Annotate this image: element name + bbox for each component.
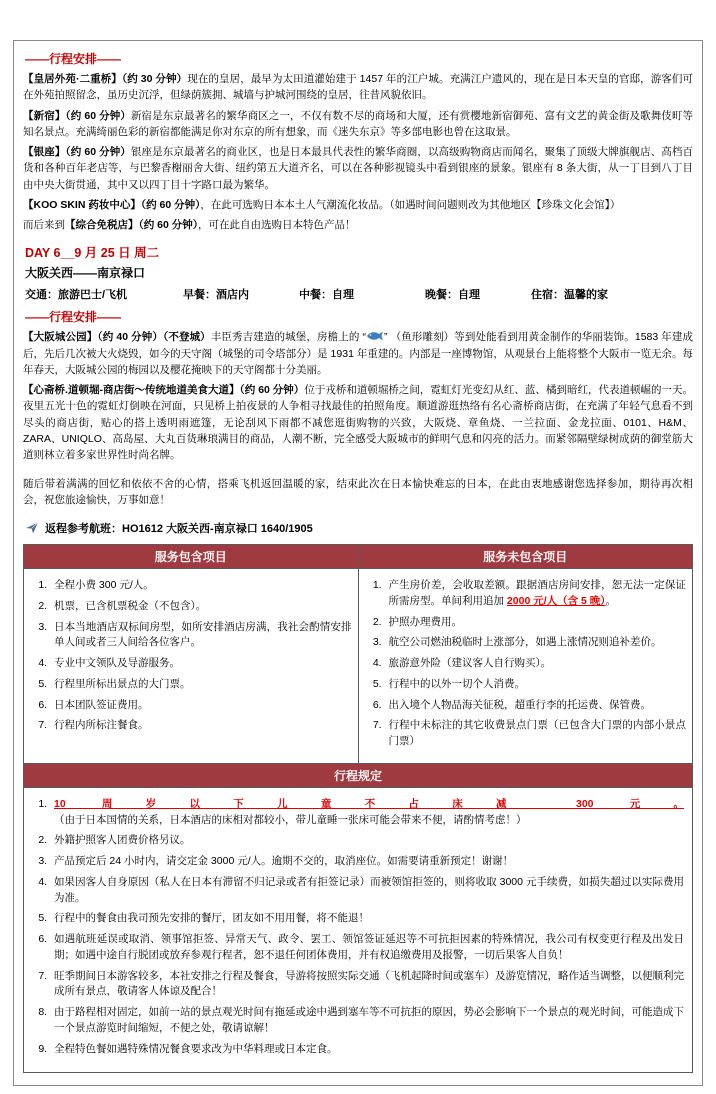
- itinerary-paragraph-dutyfree: [23, 217, 693, 233]
- spot-name: 【大阪城公园】（约 40 分钟）（不登城）: [23, 331, 211, 344]
- included-item: 6. 日本团队签证费用。: [50, 698, 352, 714]
- day-info-line: [25, 286, 693, 302]
- day-title: DAY 6__9 月 25 日 周二: [25, 246, 160, 261]
- rules-list: [28, 797, 684, 1058]
- spot-name: 【综合免税店】（约 60 分钟）: [65, 219, 199, 232]
- paragraph-text: ，可在此自由选购日本特色产品！: [198, 219, 356, 232]
- rule-item: 1. 10 周岁以下儿童不占床减 300 元。（由于日本国情的关系，日本酒店的床相对都较小，带儿童睡一张床可能会带来不便，请酌情考虑！）: [50, 797, 684, 829]
- excluded-item: 6. 出入境个人物品海关征税，超重行李的托运费、保管费。: [385, 698, 687, 714]
- day6-block: [23, 243, 693, 302]
- flight-text: 返程参考航班：HO1612 大阪关西-南京禄口 1640/1905: [45, 523, 313, 536]
- rules-header-row: [24, 763, 693, 787]
- rule-item: 3. 产品预定后 24 小时内，请交定金 3000 元/人。逾期不交的，取消座位。如需要请重新预定！谢谢！: [50, 854, 684, 870]
- services-body-row: [24, 569, 693, 764]
- plane-icon: [25, 521, 39, 535]
- spot-name: 【心斋桥.道顿堀-商店街～传统地道美食大道】（约 60 分钟）: [23, 384, 305, 397]
- paragraph-pre: 而后来到: [23, 219, 65, 232]
- excluded-item: 7. 行程中未标注的其它收费景点门票（已包含大门票的内部小景点门票）: [385, 718, 687, 750]
- included-header: 服务包含项目: [24, 545, 359, 569]
- spot-name: 【KOO SKIN 药妆中心】（约 60 分钟）: [23, 198, 201, 211]
- included-item: 4. 专业中文领队及导游服务。: [50, 656, 352, 672]
- rule-item: 4. 如果因客人自身原因（私人在日本有滞留不归记录或者有拒签记录）而被领馆拒签的，则将收取 3000 元手续费，如损失超过以实际费用为准。: [50, 875, 684, 907]
- paragraph-text: 现在的皇居，最早为太田道灌始建于 1457 年的江户城。充满江户遗风的，现在是日本天皇的官邸，游客们可在外苑拍照留念，虽历史沉浮，但绿荫簇拥、城墙与护城河围绕的皇居，往昔风貌依旧。: [23, 73, 693, 102]
- price-highlight: 2000 元/人（含 5 晚）: [506, 594, 606, 607]
- paragraph-text: 位于戎桥和道顿堀桥之间，霓虹灯光变幻从红、蓝、橘到暗红，代表道顿崛的一天。夜里五光十色的霓虹灯倒映在河面，只见桥上拍夜景的人争相寻找最佳的拍照角度。顺道游逛热络有名心斋桥商店街，在充满了年轻气息看不到尽头的商店街，贴心的搭上透明雨遮篷，无论刮风下雨都不减您逛街购物的兴致，大阪烧、章鱼烧、一兰拉面、金龙拉面、0101、H&M、ZARA、UNIQLO、高岛屋、大丸百货琳琅满目的商品，人潮不断，完全感受大阪城市的鲜明气息和闪亮的活力。而紧邻隔壁绿树成荫的御堂筋大道则林立着多家世界性时尚名牌。: [23, 384, 693, 462]
- breakfast-info: 早餐：酒店内: [183, 289, 249, 302]
- transport-info: 交通：旅游巴士/飞机: [25, 289, 128, 302]
- itinerary-paragraph-osaka-castle: [23, 329, 693, 378]
- included-list: [28, 578, 352, 734]
- included-cell: [24, 569, 359, 764]
- rules-body-row: [24, 787, 693, 1073]
- spot-name: 【皇居外苑·二重桥】（约 30 分钟）: [23, 73, 188, 85]
- included-item: 3. 日本当地酒店双标间房型，如所安排酒店房满，我社会酌情安排单人间或者三人间给各位客户。: [50, 620, 352, 652]
- excluded-item: 1. 产生房价差，会收取差额。跟据酒店房间安排，恕无法一定保证所需房型。单间利用追加 2000 元/人（含 5 晚）。: [385, 578, 687, 610]
- included-item: 5. 行程里所标出景点的大门票。: [50, 677, 352, 693]
- paragraph-text: 银座是东京最著名的商业区，也是日本最具代表性的繁华商圈，以高级购物商店而闻名，聚集了顶级大牌旗舰店、高档百货和各种百年老店等，与巴黎香榭丽舍大街、纽约第五大道齐名，可以在各种影视镜头中看到银座的景象。银座有 8 条大街，从一丁目到八丁目由中央大街贯通，其中又以四丁目十字路口最为繁华。: [23, 146, 694, 191]
- paragraph-text: ” （鱼形雕刻）等到处能看到用黄金制作的华丽装饰。1583 年建成后，先后几次被大火烧毁，如今的天守阁（城堡的司令塔部分）是 1931 年重建的。内部是一座博物馆，从观景台上能将整个大阪市一览无余。每年春天，大阪城公园的梅园以及樱花掩映下的天守阁都十分美丽。: [23, 331, 693, 376]
- child-discount-highlight: 10 周岁以下儿童不占床减 300 元。: [54, 797, 684, 810]
- itinerary-paragraph-kooskin: [23, 197, 693, 213]
- route-title: 大阪关西——南京禄口: [25, 266, 146, 281]
- section-header-itinerary-2: ——行程安排——: [25, 310, 122, 325]
- excluded-item: 2. 护照办理费用。: [385, 615, 687, 631]
- section-header-itinerary-1: ——行程安排——: [25, 52, 122, 66]
- itinerary-paragraph-kokyo: [23, 71, 693, 104]
- rules-cell: [24, 787, 693, 1073]
- lodging-info: 住宿：温馨的家: [531, 289, 608, 302]
- fish-icon: [366, 330, 384, 342]
- rule-item: 9. 全程特色餐如遇特殊情况餐食要求改为中华料理或日本定食。: [50, 1042, 684, 1058]
- closing-paragraph: 随后带着满满的回忆和依依不舍的心情，搭乘飞机返回温暖的家，结束此次在日本愉快难忘的日本，在此由衷地感谢您选择参加，期待再次相会，祝您旅途愉快，万事如意！: [23, 477, 693, 506]
- services-header-row: [24, 545, 693, 569]
- included-item: 7. 行程内所标注餐食。: [50, 718, 352, 734]
- included-item: 2. 机票，已含机票税金（不包含）。: [50, 599, 352, 615]
- flight-info: [25, 520, 693, 536]
- excluded-list: [363, 578, 687, 750]
- excluded-item: 4. 旅游意外险（建议客人自行购买）。: [385, 656, 687, 672]
- paragraph-text: 新宿是东京最著名的繁华商区之一，不仅有数不尽的商场和大厦，还有赏樱地新宿御苑、富有文艺的黄金街及歌舞伎町等知名景点。充满绮丽色彩的新宿都能满足你对东京的所有想象，而《迷失东京》等多部电影也曾在这取景。: [23, 109, 694, 138]
- excluded-header: 服务未包含项目: [358, 545, 693, 569]
- spot-name: 【新宿】（约 60 分钟）: [23, 109, 131, 122]
- included-item: 1. 全程小费 300 元/人。: [50, 578, 352, 594]
- rule-item: 5. 行程中的餐食由我司预先安排的餐厅，团友如不用用餐，将不能退！: [50, 911, 684, 927]
- document-page: [13, 40, 703, 1086]
- excluded-cell: [358, 569, 693, 764]
- itinerary-paragraph-shinjuku: [23, 108, 693, 141]
- itinerary-paragraph-shinsaibashi: [23, 382, 693, 463]
- rule-item: 7. 旺季期间日本游客较多，本社安排之行程及餐食，导游将按照实际交通（飞机起降时间或塞车）及游览情况，略作适当调整，以便顺利完成所有景点，敬请客人体谅及配合！: [50, 969, 684, 1001]
- lunch-info: 中餐：自理: [299, 289, 354, 302]
- paragraph-text: 丰臣秀吉建造的城堡，房檐上的 “: [210, 331, 367, 344]
- rules-header: 行程规定: [24, 763, 693, 787]
- rule-item: 2. 外籍护照客人团费价格另议。: [50, 833, 684, 849]
- spot-name: 【银座】（约 60 分钟）: [23, 146, 131, 159]
- dinner-info: 晚餐：自理: [425, 289, 480, 302]
- services-table: [23, 544, 693, 1073]
- excluded-item: 3. 航空公司燃油税临时上涨部分，如遇上涨情况则追补差价。: [385, 635, 687, 651]
- excluded-item: 5. 行程中的以外一切个人消费。: [385, 677, 687, 693]
- rule-item: 6. 如遇航班延误或取消、领事馆拒签、异常天气、政令、罢工、领馆签证延迟等不可抗拒因素的特殊情况，我公司有权变更行程及出发日期；如遇中途自行脱团或放弃参观行程者，恕不退任何团体费用，并有权追缴费用及报警，一切后果客人自负！: [50, 932, 684, 964]
- itinerary-paragraph-ginza: [23, 144, 693, 193]
- rule-item: 8. 由于路程相对固定，如前一站的景点观光时间有拖延或途中遇到塞车等不可抗拒的原因，势必会影响下一个景点的观光时间，可能造成下一个景点游览时间缩短，不便之处，敬请谅解！: [50, 1005, 684, 1037]
- paragraph-text: ，在此可选购日本本土人气潮流化妆品。（如遇时间问题则改为其他地区【珍珠文化会馆】）: [200, 198, 621, 211]
